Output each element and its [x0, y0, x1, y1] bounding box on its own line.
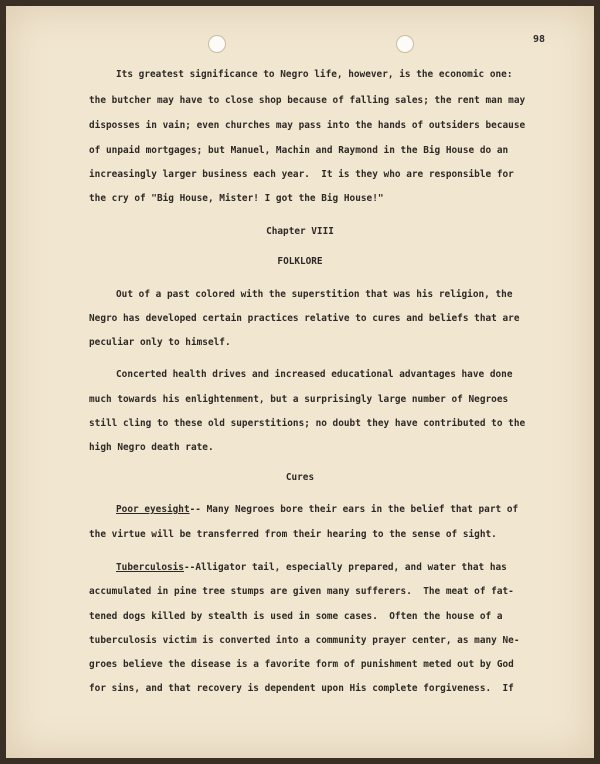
- tuberculosis-entry: [116, 562, 507, 573]
- section-heading-cures: Cures: [285, 472, 315, 483]
- paragraph-3-line: high Negro death rate.: [89, 442, 214, 453]
- punch-hole-right: [396, 35, 414, 53]
- tuberculosis-term: Tuberculosis: [116, 562, 184, 573]
- punch-hole-left: [208, 35, 226, 53]
- tuberculosis-text: --Alligator tail, especially prepared, and water that has: [183, 562, 507, 573]
- chapter-title: FOLKLORE: [277, 256, 323, 267]
- tuberculosis-line: for sins, and that recovery is dependent upon His complete forgiveness. If: [89, 683, 514, 694]
- paragraph-3-line: still cling to these old superstitions; no doubt they have contributed to the: [89, 418, 526, 429]
- chapter-heading: Chapter VIII: [266, 226, 334, 237]
- paragraph-2-line: Out of a past colored with the superstition that was his religion, the: [116, 289, 513, 300]
- poor-eyesight-text: -- Many Negroes bore their ears in the belief that part of: [189, 504, 519, 515]
- paragraph-1-line: increasingly larger business each year. It is they who are responsible for: [89, 169, 514, 180]
- tuberculosis-line: accumulated in pine tree stumps are given many sufferers. The meat of fat-: [89, 586, 514, 597]
- paragraph-1-line: the butcher may have to close shop because of falling sales; the rent man may: [89, 95, 526, 106]
- tuberculosis-line: tuberculosis victim is converted into a community prayer center, as many Ne-: [89, 635, 520, 646]
- tuberculosis-line: tened dogs killed by stealth is used in some cases. Often the house of a: [89, 611, 503, 622]
- paragraph-1-line: disposses in vain; even churches may pass into the hands of outsiders because: [89, 120, 526, 131]
- paragraph-3-line: much towards his enlightenment, but a surprisingly large number of Negroes: [89, 394, 509, 405]
- paragraph-1-line: of unpaid mortgages; but Manuel, Machin and Raymond in the Big House do an: [89, 145, 509, 156]
- paragraph-1-line: Its greatest significance to Negro life, however, is the economic one:: [116, 69, 513, 80]
- poor-eyesight-line: the virtue will be transferred from their hearing to the sense of sight.: [89, 529, 497, 540]
- tuberculosis-line: groes believe the disease is a favorite form of punishment meted out by God: [89, 659, 514, 670]
- paragraph-3-line: Concerted health drives and increased educational advantages have done: [116, 369, 513, 380]
- paragraph-1-line: the cry of "Big House, Mister! I got the Big House!": [89, 193, 384, 204]
- poor-eyesight-entry: [116, 504, 518, 515]
- poor-eyesight-term: Poor eyesight: [116, 504, 190, 515]
- paragraph-2-line: Negro has developed certain practices relative to cures and beliefs that are: [89, 313, 520, 324]
- paragraph-2-line: peculiar only to himself.: [89, 337, 231, 348]
- page-number: 98: [533, 34, 546, 45]
